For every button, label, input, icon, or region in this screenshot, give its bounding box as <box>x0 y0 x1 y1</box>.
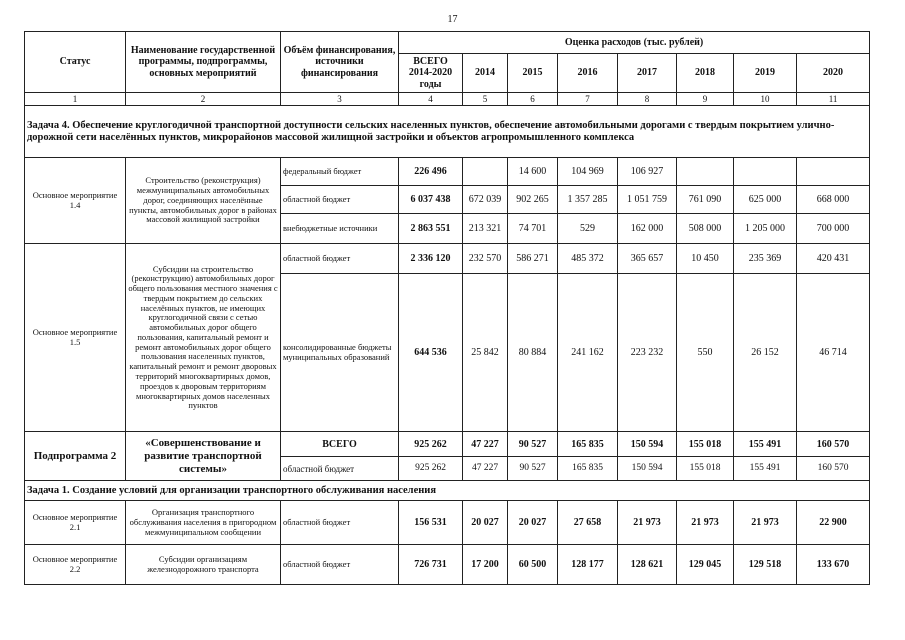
header-row <box>25 32 870 54</box>
measure-name: Субсидии на строительство (реконструкцию) автомобильных дорог общего пользования местного значения с твердым покрытием до сельских населённых пунктов, не имеющих круглогодичной связи с сетью автомобильных дорог общего пользования, капитальный ремонт и ремонт автомобильных дорог общего пользования населенных пунктов, капитальный ремонт и ремонт дворовых территорий многоквартирных домов, проездов к дворовым территориям многоквартирных домов населенных пунктов <box>126 244 281 432</box>
subprogram-name: «Совершенствование и развитие транспортной системы» <box>126 432 281 481</box>
page-number: 17 <box>447 14 458 25</box>
year-value: 625 000 <box>734 186 797 214</box>
header-year: 2018 <box>677 54 734 93</box>
column-number: 1 <box>25 93 126 106</box>
funding-source: областной бюджет <box>281 244 399 274</box>
total-value: 925 262 <box>399 457 463 481</box>
table-row <box>25 244 870 274</box>
year-value: 90 527 <box>508 457 558 481</box>
year-value: 27 658 <box>558 501 618 545</box>
year-value <box>797 158 870 186</box>
header-total: ВСЕГО 2014-2020 годы <box>399 54 463 93</box>
year-value: 20 027 <box>508 501 558 545</box>
column-number: 10 <box>734 93 797 106</box>
year-value: 128 177 <box>558 545 618 585</box>
year-value: 21 973 <box>677 501 734 545</box>
year-value: 508 000 <box>677 214 734 244</box>
year-value: 80 884 <box>508 274 558 432</box>
total-value: 6 037 438 <box>399 186 463 214</box>
column-number: 7 <box>558 93 618 106</box>
measure-status: Основное мероприятие 2.2 <box>25 545 126 585</box>
funding-source: внебюджетные источники <box>281 214 399 244</box>
task-row <box>25 106 870 158</box>
year-value: 165 835 <box>558 457 618 481</box>
funding-source: консолидированные бюджеты муниципальных образований <box>281 274 399 432</box>
column-number: 11 <box>797 93 870 106</box>
header-year: 2015 <box>508 54 558 93</box>
year-value: 14 600 <box>508 158 558 186</box>
year-value: 17 200 <box>463 545 508 585</box>
header-volume: Объём финансирования, источники финансирования <box>281 32 399 93</box>
funding-source: областной бюджет <box>281 186 399 214</box>
year-value: 20 027 <box>463 501 508 545</box>
year-value: 165 835 <box>558 432 618 457</box>
task-row <box>25 481 870 501</box>
task-1-title: Задача 1. Создание условий для организации транспортного обслуживания населения <box>25 481 870 501</box>
year-value: 420 431 <box>797 244 870 274</box>
year-value: 25 842 <box>463 274 508 432</box>
table-row <box>25 432 870 457</box>
year-value: 550 <box>677 274 734 432</box>
header-year: 2017 <box>618 54 677 93</box>
year-value: 160 570 <box>797 432 870 457</box>
year-value: 213 321 <box>463 214 508 244</box>
year-value: 223 232 <box>618 274 677 432</box>
header-status: Статус <box>25 32 126 93</box>
year-value: 47 227 <box>463 432 508 457</box>
header-year: 2020 <box>797 54 870 93</box>
subprogram-status: Подпрограмма 2 <box>25 432 126 481</box>
total-value: 226 496 <box>399 158 463 186</box>
column-number-row <box>25 93 870 106</box>
column-number: 5 <box>463 93 508 106</box>
funding-source: областной бюджет <box>281 501 399 545</box>
measure-status: Основное мероприятие 2.1 <box>25 501 126 545</box>
year-value: 21 973 <box>734 501 797 545</box>
total-value: 925 262 <box>399 432 463 457</box>
year-value: 761 090 <box>677 186 734 214</box>
year-value: 150 594 <box>618 432 677 457</box>
funding-source: областной бюджет <box>281 457 399 481</box>
year-value: 902 265 <box>508 186 558 214</box>
header-year: 2016 <box>558 54 618 93</box>
year-value: 365 657 <box>618 244 677 274</box>
year-value: 155 491 <box>734 432 797 457</box>
year-value: 155 018 <box>677 432 734 457</box>
total-value: 2 863 551 <box>399 214 463 244</box>
total-value: 156 531 <box>399 501 463 545</box>
year-value: 700 000 <box>797 214 870 244</box>
year-value: 21 973 <box>618 501 677 545</box>
budget-table <box>24 31 870 585</box>
year-value: 241 162 <box>558 274 618 432</box>
funding-source: ВСЕГО <box>281 432 399 457</box>
column-number: 8 <box>618 93 677 106</box>
year-value: 160 570 <box>797 457 870 481</box>
year-value: 155 018 <box>677 457 734 481</box>
year-value: 529 <box>558 214 618 244</box>
year-value: 10 450 <box>677 244 734 274</box>
year-value: 150 594 <box>618 457 677 481</box>
table-row <box>25 158 870 186</box>
funding-source: федеральный бюджет <box>281 158 399 186</box>
header-year: 2014 <box>463 54 508 93</box>
year-value: 47 227 <box>463 457 508 481</box>
measure-name: Субсидии организациям железнодорожного транспорта <box>126 545 281 585</box>
year-value: 106 927 <box>618 158 677 186</box>
year-value: 46 714 <box>797 274 870 432</box>
measure-name: Организация транспортного обслуживания населения в пригородном межмуниципальном сообщении <box>126 501 281 545</box>
year-value: 129 518 <box>734 545 797 585</box>
year-value: 74 701 <box>508 214 558 244</box>
year-value: 90 527 <box>508 432 558 457</box>
total-value: 726 731 <box>399 545 463 585</box>
measure-name: Строительство (реконструкция) межмуниципальных автомобильных дорог, соединяющих населённые пункты, автомобильных дорог в районах массовой жилищной застройки <box>126 158 281 244</box>
year-value: 586 271 <box>508 244 558 274</box>
column-number: 3 <box>281 93 399 106</box>
column-number: 9 <box>677 93 734 106</box>
year-value: 1 051 759 <box>618 186 677 214</box>
year-value: 672 039 <box>463 186 508 214</box>
year-value <box>463 158 508 186</box>
year-value: 26 152 <box>734 274 797 432</box>
year-value <box>734 158 797 186</box>
year-value: 155 491 <box>734 457 797 481</box>
year-value: 22 900 <box>797 501 870 545</box>
table-row <box>25 545 870 585</box>
year-value: 1 205 000 <box>734 214 797 244</box>
header-costs: Оценка расходов (тыс. рублей) <box>399 32 870 54</box>
year-value: 129 045 <box>677 545 734 585</box>
column-number: 4 <box>399 93 463 106</box>
year-value: 133 670 <box>797 545 870 585</box>
total-value: 644 536 <box>399 274 463 432</box>
year-value <box>677 158 734 186</box>
header-year: 2019 <box>734 54 797 93</box>
year-value: 60 500 <box>508 545 558 585</box>
column-number: 2 <box>126 93 281 106</box>
total-value: 2 336 120 <box>399 244 463 274</box>
year-value: 235 369 <box>734 244 797 274</box>
year-value: 232 570 <box>463 244 508 274</box>
year-value: 128 621 <box>618 545 677 585</box>
table-row <box>25 501 870 545</box>
funding-source: областной бюджет <box>281 545 399 585</box>
year-value: 1 357 285 <box>558 186 618 214</box>
year-value: 104 969 <box>558 158 618 186</box>
column-number: 6 <box>508 93 558 106</box>
measure-status: Основное мероприятие 1.4 <box>25 158 126 244</box>
year-value: 485 372 <box>558 244 618 274</box>
measure-status: Основное мероприятие 1.5 <box>25 244 126 432</box>
year-value: 162 000 <box>618 214 677 244</box>
task-4-title: Задача 4. Обеспечение круглогодичной транспортной доступности сельских населенных пунктов, обеспечение автомобильными дорогами с твердым покрытием улично-дорожной сети населённых пунктов, микрорайонов массовой жилищной застройки и объектов агропромышленного комплекса <box>25 106 870 158</box>
header-name: Наименование государственной программы, подпрограммы, основных мероприятий <box>126 32 281 93</box>
year-value: 668 000 <box>797 186 870 214</box>
